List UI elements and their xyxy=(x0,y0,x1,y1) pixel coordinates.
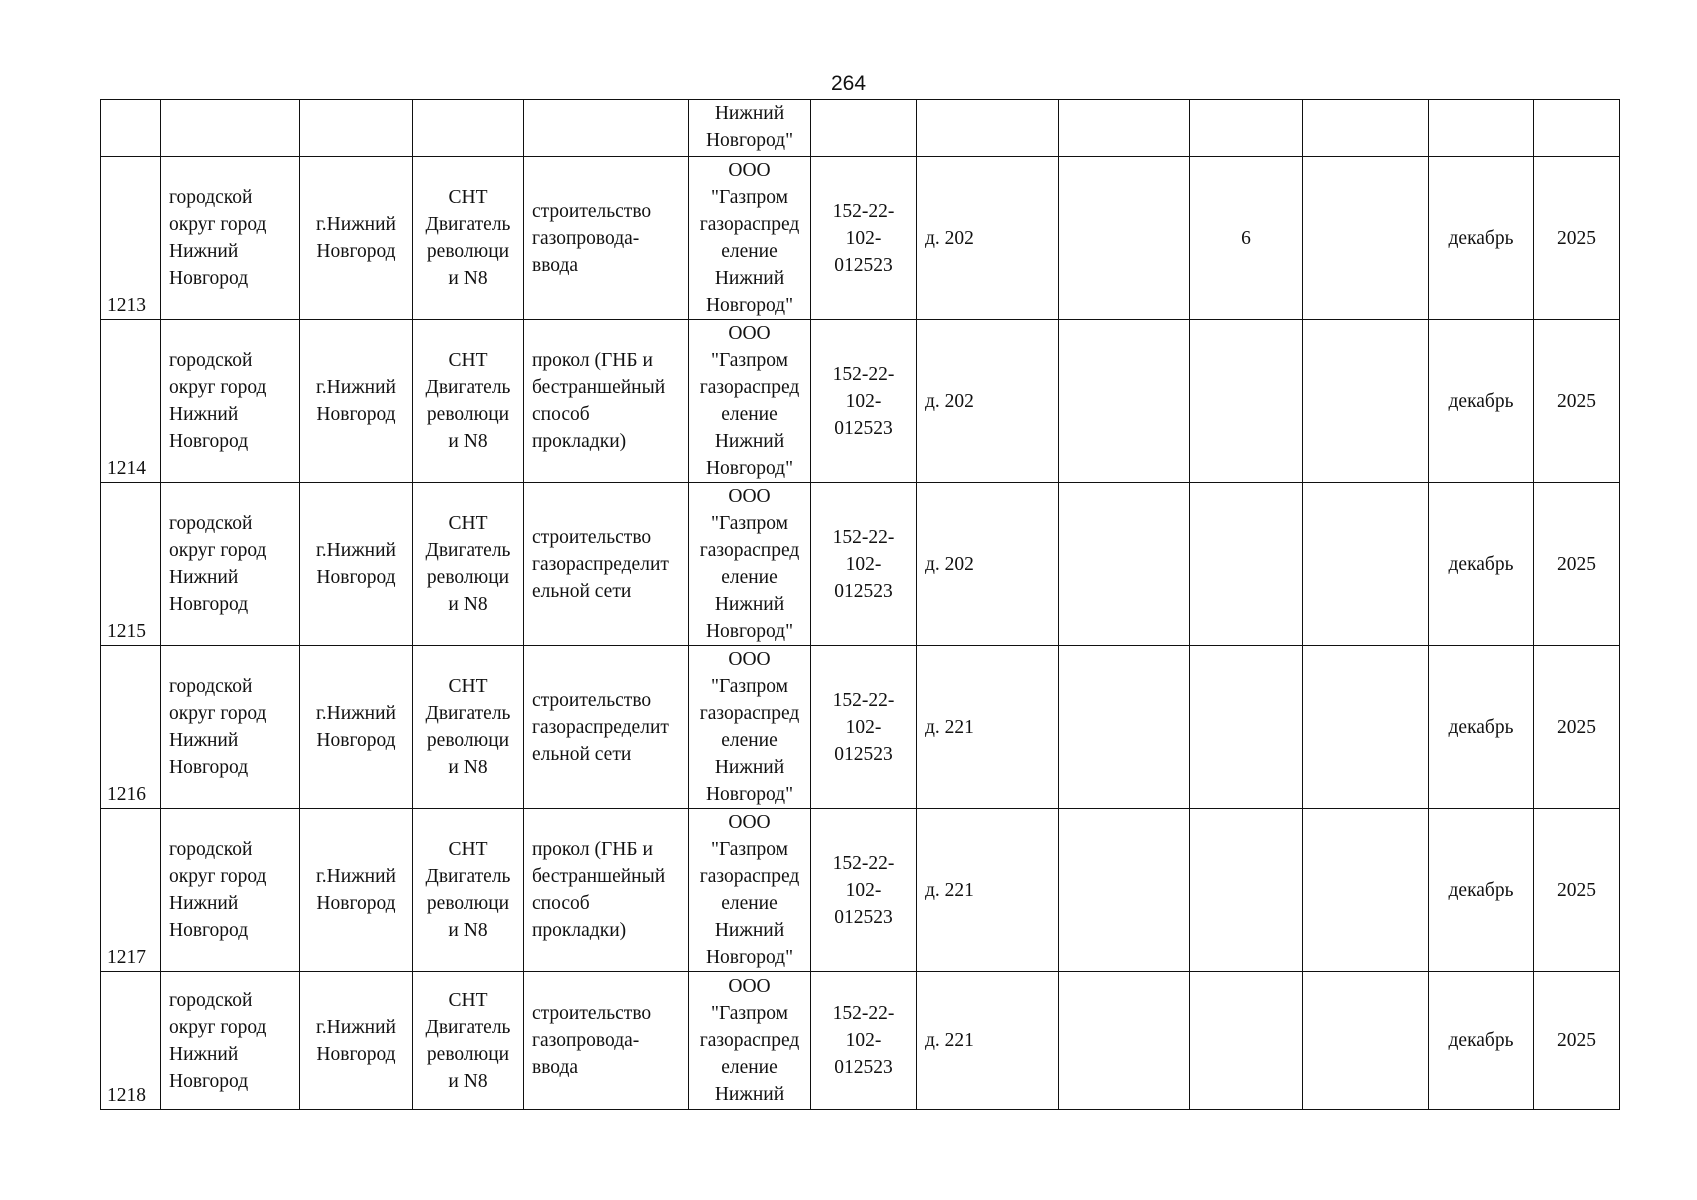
owner-line: еление xyxy=(721,1057,778,1078)
owner-line: ООО xyxy=(728,649,771,670)
object-line: Двигатель xyxy=(425,377,511,398)
owner-line: Новгород" xyxy=(705,130,794,151)
cell-owner xyxy=(689,646,811,809)
owner-line: "Газпром xyxy=(710,350,788,371)
object-line: и N8 xyxy=(448,1070,488,1092)
cell-year: 2025 xyxy=(1534,320,1620,483)
cell-municipality xyxy=(161,972,300,1110)
code-line: 012523 xyxy=(834,906,893,928)
cell-col9 xyxy=(1059,972,1190,1110)
code-line: 152-22- xyxy=(832,526,895,548)
cell-work xyxy=(524,646,689,809)
owner-line: еление xyxy=(721,730,778,751)
municipality-line: Нижний xyxy=(169,730,239,751)
cell-col10 xyxy=(1190,100,1303,157)
work-line: строительство xyxy=(532,526,652,548)
municipality-line: округ город xyxy=(169,1016,267,1038)
owner-line: Нижний xyxy=(714,920,785,941)
owner-line: еление xyxy=(721,567,778,588)
cell-object xyxy=(413,483,524,646)
cell-year: 2025 xyxy=(1534,646,1620,809)
cell-municipality xyxy=(161,646,300,809)
cell-num: 1217 xyxy=(101,809,161,972)
cell-house: д. 221 xyxy=(917,809,1059,972)
table-row-continuation xyxy=(101,100,1620,157)
code-line: 152-22- xyxy=(832,200,895,222)
cell-locality xyxy=(300,320,413,483)
owner-line: ООО xyxy=(728,160,771,181)
code-line: 102- xyxy=(845,1030,882,1051)
cell-house: д. 221 xyxy=(917,646,1059,809)
municipality-line: городской xyxy=(169,676,253,697)
work-line: строительство xyxy=(532,689,652,711)
cell-col9 xyxy=(1059,157,1190,320)
work-line: ельной сети xyxy=(532,580,632,602)
cell-col11 xyxy=(1303,809,1429,972)
object-line: и N8 xyxy=(448,594,488,615)
cell-house: д. 202 xyxy=(917,157,1059,320)
cell-work xyxy=(524,809,689,972)
cell-locality xyxy=(300,972,413,1110)
owner-line: "Газпром xyxy=(710,1003,788,1024)
cell-code xyxy=(811,483,917,646)
work-line: прокол (ГНБ и xyxy=(532,839,653,860)
locality-line: Новгород xyxy=(316,567,396,588)
municipality-line: городской xyxy=(169,187,253,208)
owner-line: еление xyxy=(721,404,778,425)
code-line: 102- xyxy=(845,879,882,901)
owner-line: Нижний xyxy=(714,757,785,778)
owner-line: Нижний xyxy=(714,431,785,452)
cell-num: 1213 xyxy=(101,157,161,320)
owner-line: Новгород" xyxy=(705,947,794,968)
municipality-line: Новгород xyxy=(169,1070,249,1092)
cell-year: 2025 xyxy=(1534,972,1620,1110)
code-line: 102- xyxy=(845,227,882,249)
owner-line: ООО xyxy=(728,812,771,833)
cell-year: 2025 xyxy=(1534,809,1620,972)
cell-code xyxy=(811,157,917,320)
cell-house: д. 221 xyxy=(917,972,1059,1110)
code-line: 102- xyxy=(845,390,882,412)
object-line: Двигатель xyxy=(425,1016,511,1038)
code-line: 102- xyxy=(845,553,882,575)
cell-num xyxy=(101,100,161,157)
owner-line: газораспред xyxy=(699,540,800,561)
cell-col11 xyxy=(1303,100,1429,157)
owner-line: Новгород" xyxy=(705,295,794,316)
work-line: строительство xyxy=(532,1003,652,1024)
object-line: революци xyxy=(426,730,510,751)
cell-owner xyxy=(689,100,811,157)
owner-line: Новгород" xyxy=(705,458,794,479)
cell-code xyxy=(811,100,917,157)
cell-year: 2025 xyxy=(1534,483,1620,646)
cell-work xyxy=(524,157,689,320)
cell-year xyxy=(1534,100,1620,157)
work-line: газораспределит xyxy=(532,716,669,738)
municipality-line: Нижний xyxy=(169,893,239,914)
cell-house: д. 202 xyxy=(917,483,1059,646)
cell-owner xyxy=(689,972,811,1110)
object-line: СНТ xyxy=(448,676,488,697)
municipality-line: Новгород xyxy=(169,757,249,778)
cell-locality xyxy=(300,483,413,646)
cell-col10 xyxy=(1190,646,1303,809)
owner-line: Нижний xyxy=(714,594,785,615)
cell-col10 xyxy=(1190,809,1303,972)
table-row xyxy=(101,809,1620,972)
municipality-line: Новгород xyxy=(169,920,249,941)
municipality-line: Нижний xyxy=(169,404,239,425)
work-line: ельной сети xyxy=(532,743,632,765)
cell-year: 2025 xyxy=(1534,157,1620,320)
cell-object xyxy=(413,320,524,483)
cell-owner xyxy=(689,157,811,320)
cell-col9 xyxy=(1059,646,1190,809)
cell-locality xyxy=(300,809,413,972)
municipality-line: городской xyxy=(169,839,253,860)
work-line: газопровода- xyxy=(532,227,640,249)
cell-col11 xyxy=(1303,483,1429,646)
object-line: СНТ xyxy=(448,187,488,208)
code-line: 012523 xyxy=(834,417,893,439)
cell-month: декабрь xyxy=(1429,972,1534,1110)
cell-month: декабрь xyxy=(1429,646,1534,809)
work-line: газораспределит xyxy=(532,553,669,575)
code-line: 012523 xyxy=(834,743,893,765)
object-line: революци xyxy=(426,404,510,425)
municipality-line: округ город xyxy=(169,866,267,887)
object-line: Двигатель xyxy=(425,214,511,235)
cell-col11 xyxy=(1303,157,1429,320)
municipality-line: Новгород xyxy=(169,268,249,289)
cell-month: декабрь xyxy=(1429,483,1534,646)
municipality-line: округ город xyxy=(169,377,267,398)
owner-line: ООО xyxy=(728,323,771,344)
cell-object xyxy=(413,100,524,157)
work-line: ввода xyxy=(532,254,579,276)
cell-col12 xyxy=(1429,100,1534,157)
cell-work xyxy=(524,972,689,1110)
owner-line: ООО xyxy=(728,486,771,507)
cell-owner xyxy=(689,809,811,972)
owner-line: Новгород" xyxy=(705,784,794,805)
object-line: СНТ xyxy=(448,513,488,534)
code-line: 012523 xyxy=(834,1057,893,1078)
owner-line: "Газпром xyxy=(710,187,788,208)
cell-locality xyxy=(300,157,413,320)
work-line: прокладки) xyxy=(532,431,627,452)
cell-work xyxy=(524,320,689,483)
owner-line: еление xyxy=(721,241,778,262)
cell-locality xyxy=(300,100,413,157)
cell-col10 xyxy=(1190,320,1303,483)
locality-line: Новгород xyxy=(316,404,396,425)
cell-owner xyxy=(689,320,811,483)
cell-municipality xyxy=(161,320,300,483)
cell-code xyxy=(811,972,917,1110)
cell-col9 xyxy=(1059,809,1190,972)
locality-line: г.Нижний xyxy=(316,1016,396,1038)
locality-line: г.Нижний xyxy=(316,866,396,887)
data-table xyxy=(100,99,1620,1110)
cell-work xyxy=(524,483,689,646)
cell-municipality xyxy=(161,483,300,646)
object-line: и N8 xyxy=(448,431,488,452)
table-row xyxy=(101,157,1620,320)
municipality-line: Нижний xyxy=(169,241,239,262)
municipality-line: Новгород xyxy=(169,594,249,615)
locality-line: г.Нижний xyxy=(316,377,396,398)
municipality-line: Нижний xyxy=(169,1043,239,1065)
municipality-line: Нижний xyxy=(169,567,239,588)
cell-col10 xyxy=(1190,483,1303,646)
cell-col11 xyxy=(1303,972,1429,1110)
cell-col9 xyxy=(1059,320,1190,483)
work-line: прокол (ГНБ и xyxy=(532,350,653,371)
cell-month: декабрь xyxy=(1429,809,1534,972)
object-line: Двигатель xyxy=(425,866,511,887)
cell-code xyxy=(811,809,917,972)
owner-line: Нижний xyxy=(714,268,785,289)
work-line: способ xyxy=(532,893,590,914)
cell-num: 1216 xyxy=(101,646,161,809)
municipality-line: Новгород xyxy=(169,431,249,452)
municipality-line: городской xyxy=(169,513,253,534)
cell-col10: 6 xyxy=(1190,157,1303,320)
cell-col11 xyxy=(1303,646,1429,809)
object-line: и N8 xyxy=(448,757,488,778)
object-line: революци xyxy=(426,893,510,914)
cell-month: декабрь xyxy=(1429,320,1534,483)
cell-num: 1215 xyxy=(101,483,161,646)
object-line: СНТ xyxy=(448,839,488,860)
cell-num: 1214 xyxy=(101,320,161,483)
locality-line: Новгород xyxy=(316,893,396,914)
owner-line: Нижний xyxy=(714,1084,785,1105)
work-line: строительство xyxy=(532,200,652,222)
cell-code xyxy=(811,646,917,809)
object-line: СНТ xyxy=(448,989,488,1011)
object-line: СНТ xyxy=(448,350,488,371)
owner-line: "Газпром xyxy=(710,839,788,860)
object-line: революци xyxy=(426,241,510,262)
page-number: 264 xyxy=(830,72,867,95)
cell-object xyxy=(413,157,524,320)
cell-month: декабрь xyxy=(1429,157,1534,320)
cell-municipality xyxy=(161,809,300,972)
owner-line: ООО xyxy=(728,976,771,997)
cell-code xyxy=(811,320,917,483)
cell-num: 1218 xyxy=(101,972,161,1110)
work-line: бестраншейный xyxy=(532,866,666,887)
owner-line: газораспред xyxy=(699,703,800,724)
owner-line: Нижний xyxy=(714,103,785,124)
municipality-line: округ город xyxy=(169,540,267,561)
locality-line: г.Нижний xyxy=(316,214,396,235)
cell-work xyxy=(524,100,689,157)
code-line: 012523 xyxy=(834,580,893,602)
work-line: ввода xyxy=(532,1057,579,1078)
table-body xyxy=(101,100,1620,1110)
work-line: газопровода- xyxy=(532,1030,640,1051)
cell-house xyxy=(917,100,1059,157)
owner-line: Новгород" xyxy=(705,621,794,642)
owner-line: газораспред xyxy=(699,866,800,887)
cell-col11 xyxy=(1303,320,1429,483)
cell-object xyxy=(413,646,524,809)
table-row xyxy=(101,646,1620,809)
table-row xyxy=(101,320,1620,483)
code-line: 152-22- xyxy=(832,852,895,874)
owner-line: еление xyxy=(721,893,778,914)
locality-line: Новгород xyxy=(316,241,396,262)
locality-line: Новгород xyxy=(316,730,396,751)
object-line: Двигатель xyxy=(425,540,511,561)
code-line: 152-22- xyxy=(832,363,895,385)
owner-line: "Газпром xyxy=(710,676,788,697)
cell-col10 xyxy=(1190,972,1303,1110)
cell-municipality xyxy=(161,157,300,320)
code-line: 152-22- xyxy=(832,1003,895,1024)
locality-line: Новгород xyxy=(316,1043,396,1065)
owner-line: газораспред xyxy=(699,377,800,398)
municipality-line: округ город xyxy=(169,214,267,235)
object-line: Двигатель xyxy=(425,703,511,724)
code-line: 152-22- xyxy=(832,689,895,711)
owner-line: газораспред xyxy=(699,214,800,235)
cell-col9 xyxy=(1059,483,1190,646)
code-line: 012523 xyxy=(834,254,893,276)
work-line: способ xyxy=(532,404,590,425)
table-row xyxy=(101,972,1620,1110)
work-line: бестраншейный xyxy=(532,377,666,398)
locality-line: г.Нижний xyxy=(316,703,396,724)
object-line: революци xyxy=(426,1043,510,1065)
object-line: и N8 xyxy=(448,268,488,289)
municipality-line: городской xyxy=(169,989,253,1011)
cell-house: д. 202 xyxy=(917,320,1059,483)
object-line: и N8 xyxy=(448,920,488,941)
cell-object xyxy=(413,972,524,1110)
cell-municipality xyxy=(161,100,300,157)
code-line: 102- xyxy=(845,716,882,738)
cell-owner xyxy=(689,483,811,646)
cell-object xyxy=(413,809,524,972)
cell-col9 xyxy=(1059,100,1190,157)
municipality-line: округ город xyxy=(169,703,267,724)
work-line: прокладки) xyxy=(532,920,627,941)
locality-line: г.Нижний xyxy=(316,540,396,561)
cell-locality xyxy=(300,646,413,809)
municipality-line: городской xyxy=(169,350,253,371)
object-line: революци xyxy=(426,567,510,588)
table-row xyxy=(101,483,1620,646)
owner-line: газораспред xyxy=(699,1030,800,1051)
owner-line: "Газпром xyxy=(710,513,788,534)
